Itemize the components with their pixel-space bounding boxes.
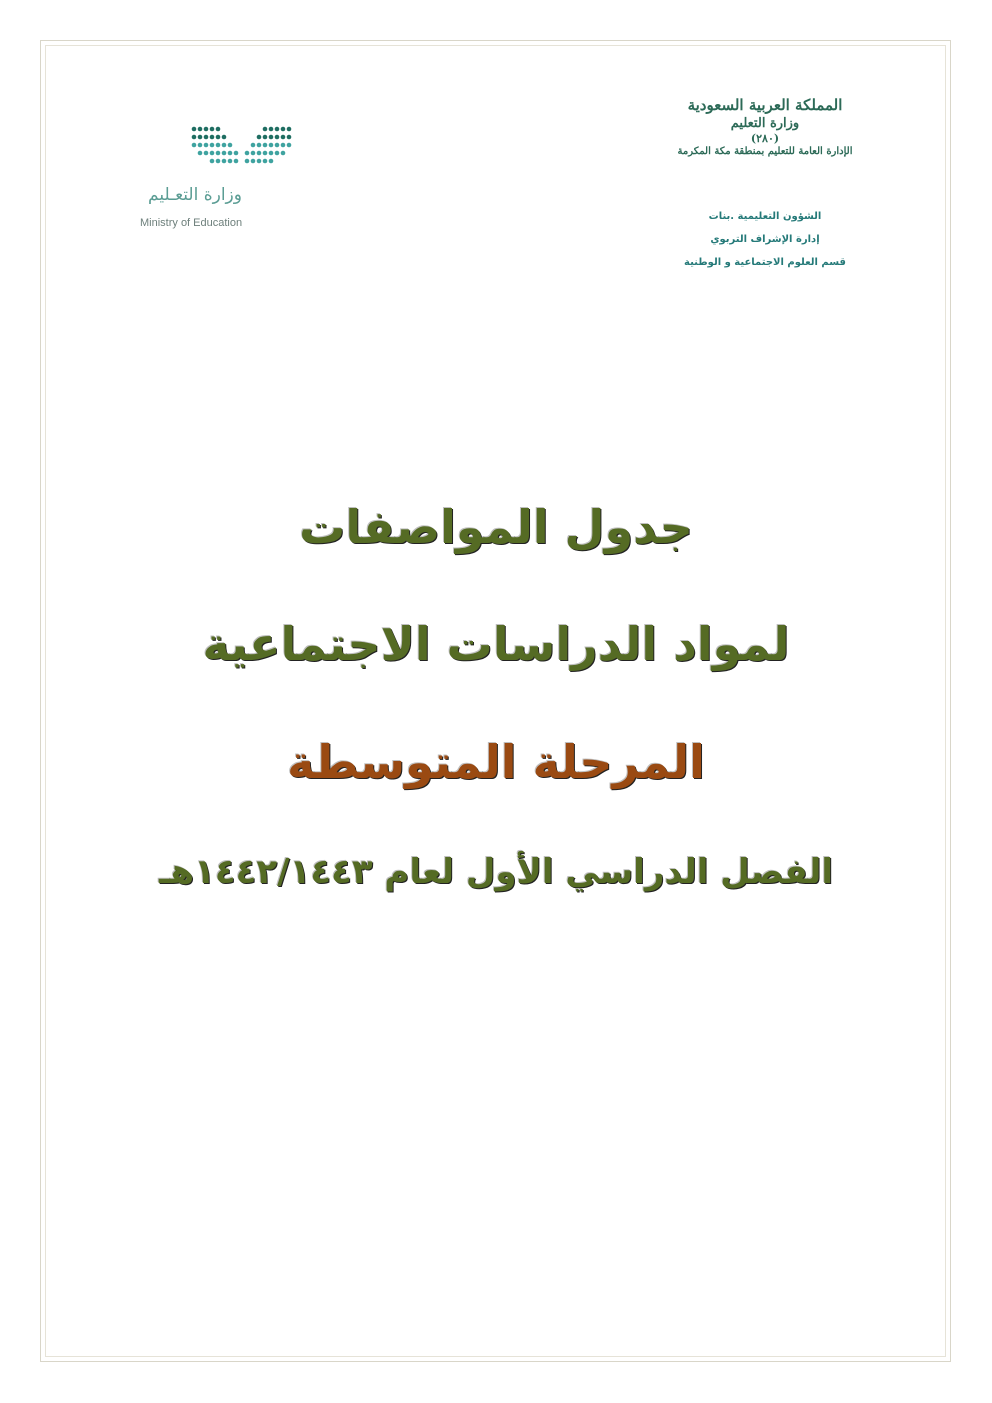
term-title: الفصل الدراسي الأول لعام ١٤٤٢/١٤٤٣هـ [158, 852, 834, 892]
subject-title: لمواد الدراسات الاجتماعية [202, 617, 790, 671]
logo-dots-icon [190, 125, 295, 165]
department-lines [665, 205, 865, 274]
department-line: قسم العلوم الاجتماعية و الوطنية [684, 257, 846, 268]
educational-affairs-line: الشؤون التعليمية .بنات [708, 211, 822, 222]
stage-title: المرحلة المتوسطة [287, 735, 705, 789]
kingdom-name: المملكة العربية السعودية [687, 96, 843, 114]
logo-arabic-text: وزارة التعـليم [148, 185, 242, 205]
ministry-name: وزارة التعليم [730, 116, 800, 131]
ministry-header [660, 98, 870, 157]
logo-english-text: Ministry of Education [140, 217, 243, 229]
general-administration: الإدارة العامة للتعليم بمنطقة مكة المكرمة [677, 146, 853, 157]
supervision-line: إدارة الإشراف التربوي [710, 234, 820, 245]
main-title: جدول المواصفات [299, 500, 693, 554]
ministry-code: (٢٨٠) [750, 132, 780, 145]
ministry-of-education-logo [135, 125, 305, 235]
